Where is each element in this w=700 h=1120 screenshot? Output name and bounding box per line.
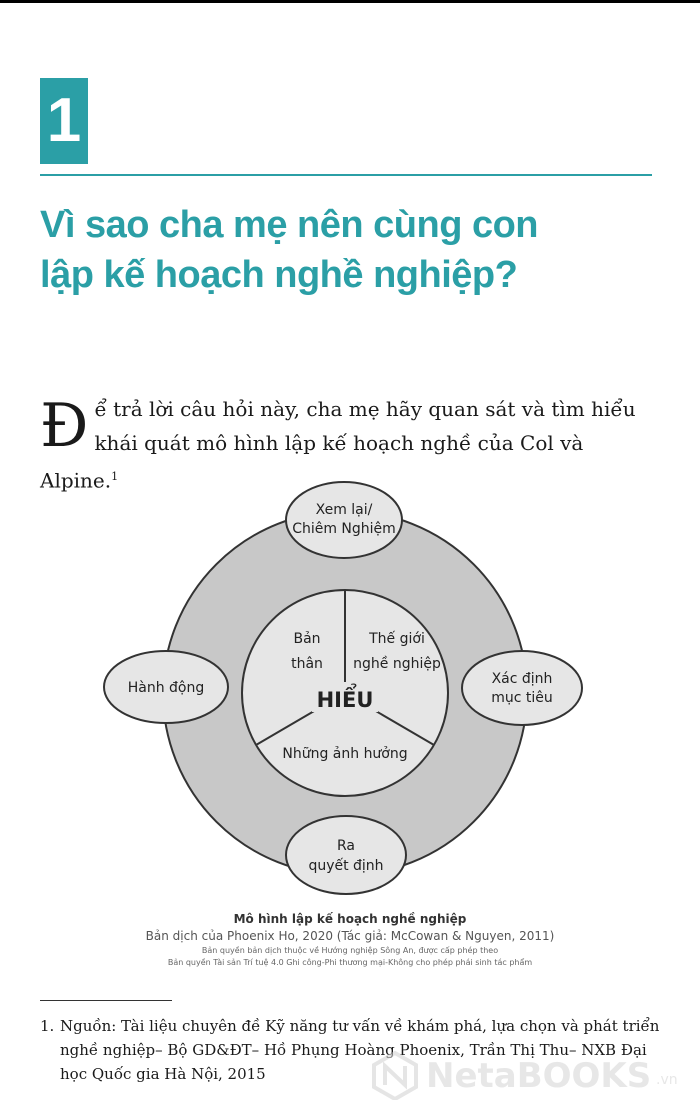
segment-influences: Những ảnh hưởng	[282, 746, 408, 762]
chapter-title	[40, 200, 660, 300]
intro-text: ể trả lời câu hỏi này, cha mẹ hãy quan sát và tìm hiểu khái quát mô hình lập kế hoạch nghề của Col và Alpine.	[40, 397, 636, 493]
chapter-number: 1	[40, 78, 88, 164]
footnote-number: 1.	[40, 1017, 55, 1035]
career-planning-diagram	[0, 470, 700, 910]
diagram-copyright-1: Bản quyền bản dịch thuộc về Hướng nghiệp Sông An, được cấp phép theo	[201, 946, 499, 955]
chapter-title-line1: Vì sao cha mẹ nên cùng con	[40, 204, 539, 246]
node-action-label: Hành động	[127, 680, 205, 696]
diagram-caption-title: Mô hình lập kế hoạch nghề nghiệp	[233, 912, 467, 926]
chapter-divider	[40, 174, 652, 176]
footnote-text: Nguồn: Tài liệu chuyên đề Kỹ năng tư vấn về khám phá, lựa chọn và phát triển nghề nghiệp– Bộ GD&ĐT– Hồ Phụng Hoàng Phoenix, Trần Thị Thu– NXB Đại học Quốc gia Hà Nội, 2015	[60, 1017, 660, 1083]
node-review-line1: Xem lại/	[315, 502, 373, 518]
node-decision-line1: Ra	[337, 838, 355, 854]
center-label: HIỂU	[316, 688, 374, 712]
segment-career-line2: nghề nghiệp	[353, 656, 441, 672]
node-review-line2: Chiêm Nghiệm	[292, 521, 396, 537]
node-review	[286, 482, 402, 558]
watermark-suffix: .vn	[656, 1072, 678, 1088]
node-goal-line2: mục tiêu	[491, 690, 553, 706]
segment-self-line2: thân	[291, 656, 323, 672]
diagram-copyright-2: Bản quyền Tài sản Trí tuệ 4.0 Ghi công-Phi thương mại-Không cho phép phái sinh tác phẩm	[167, 958, 533, 967]
node-decision-line2: quyết định	[308, 858, 384, 874]
chapter-title-line2: lập kế hoạch nghề nghiệp?	[40, 254, 518, 296]
diagram-caption-subtitle: Bản dịch của Phoenix Ho, 2020 (Tác giả: McCowan & Nguyen, 2011)	[145, 929, 555, 943]
watermark-text: NetaBOOKS	[426, 1056, 652, 1096]
node-goal-line1: Xác định	[491, 671, 553, 687]
segment-self-line1: Bản	[293, 631, 321, 647]
footnote-divider	[40, 1000, 172, 1001]
node-goal	[462, 651, 582, 725]
node-decision	[286, 816, 406, 894]
drop-cap: Đ	[40, 391, 89, 461]
watermark-logo-icon	[370, 1050, 420, 1100]
watermark	[366, 1050, 686, 1100]
footnote-ref: 1	[111, 470, 119, 483]
segment-career-line1: Thế giới	[369, 631, 425, 647]
top-border	[0, 0, 700, 3]
